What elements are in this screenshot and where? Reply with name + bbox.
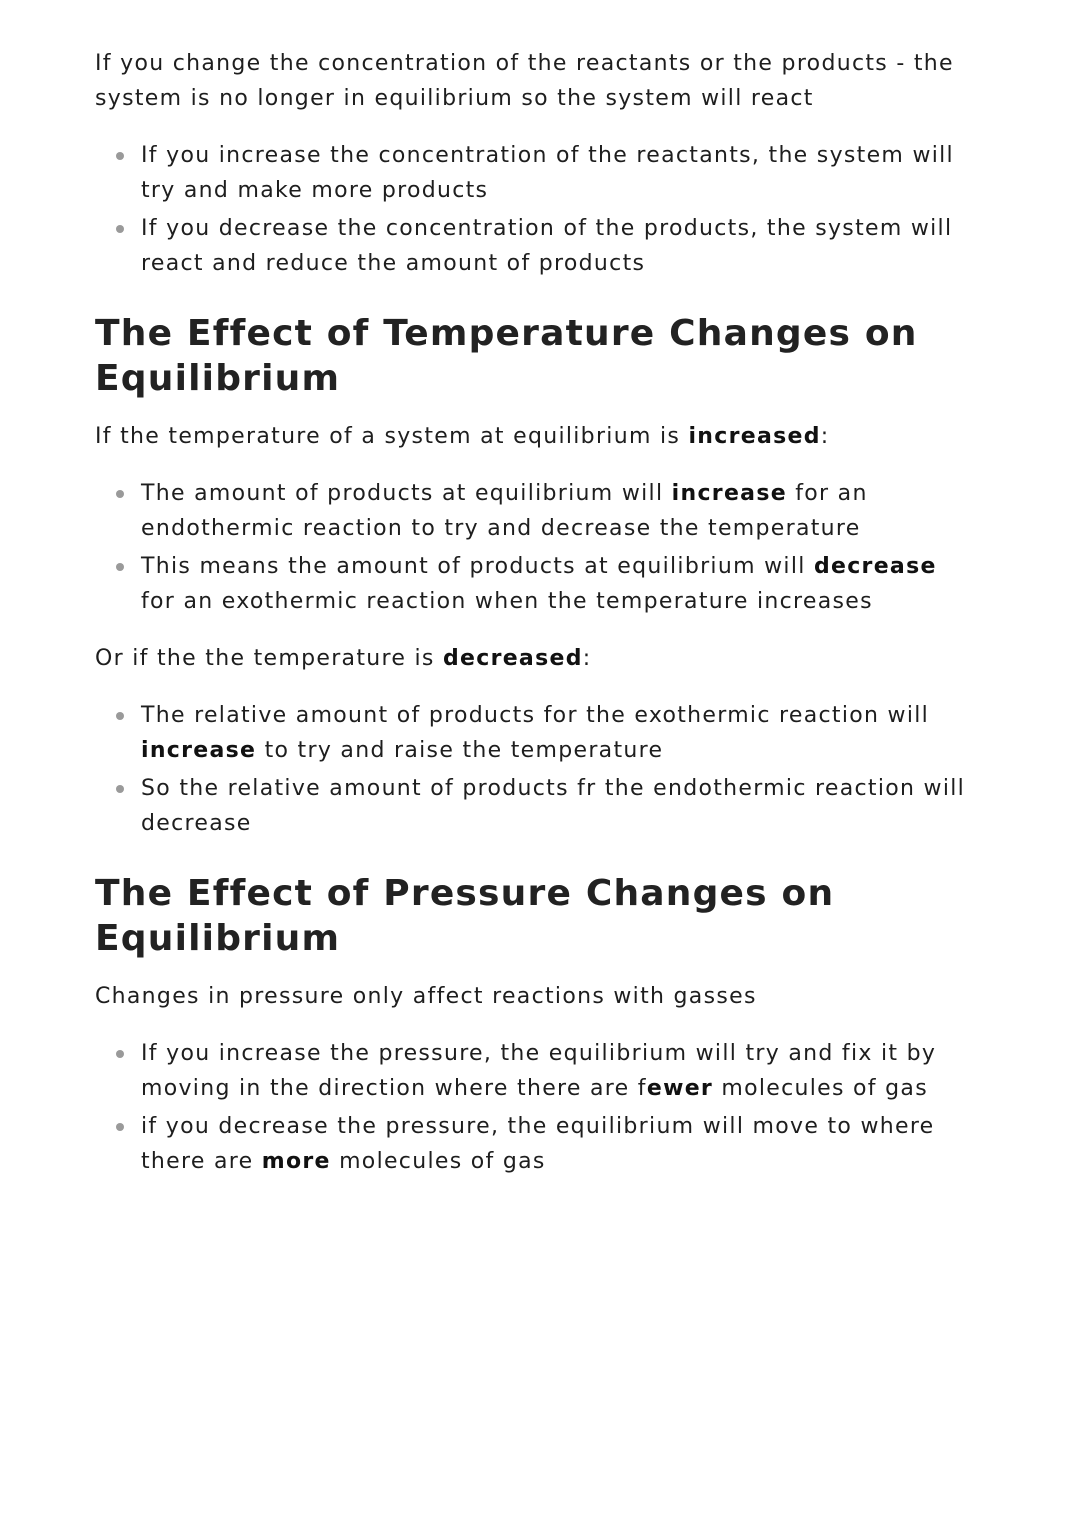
bullet-icon — [116, 1050, 124, 1058]
concentration-list — [95, 138, 975, 281]
text-span: for an endothermic reaction to try and decrease the temperature — [141, 481, 868, 541]
bullet-icon — [116, 490, 124, 498]
text-span: If you increase the pressure, the equilibrium will try and fix it by moving in the direction where there are f — [141, 1041, 937, 1101]
temperature-increased-intro — [95, 419, 975, 454]
text-span: If the temperature of a system at equilibrium is — [95, 424, 689, 449]
list-item — [95, 771, 975, 841]
list-item — [95, 211, 975, 281]
text-span: This means the amount of products at equilibrium will — [141, 554, 814, 579]
text-span: molecules of gas — [713, 1076, 928, 1101]
temperature-heading: The Effect of Temperature Changes on Equilibrium — [95, 313, 918, 399]
text-span: Or if the the temperature is — [95, 646, 443, 671]
bullet-icon — [116, 785, 124, 793]
list-item — [95, 549, 975, 619]
bold-term: increase — [671, 481, 787, 506]
list-item — [95, 1109, 975, 1179]
bold-term: decreased — [442, 646, 583, 671]
text-span: for an exothermic reaction when the temperature increases — [141, 589, 873, 614]
temperature-increased-list — [95, 476, 975, 619]
temperature-decreased-intro — [95, 641, 975, 676]
bold-term: more — [261, 1149, 331, 1174]
text-span: : — [820, 424, 830, 449]
text-span: if you decrease the pressure, the equilibrium will move to where there are — [141, 1114, 935, 1174]
bold-term: increase — [141, 738, 257, 763]
text-span: So the relative amount of products fr the endothermic reaction will decrease — [141, 776, 966, 836]
bullet-icon — [116, 563, 124, 571]
bullet-icon — [116, 152, 124, 160]
pressure-heading: The Effect of Pressure Changes on Equilibrium — [95, 873, 835, 959]
pressure-list — [95, 1036, 975, 1179]
text-span: The relative amount of products for the exothermic reaction will — [141, 703, 930, 728]
bullet-icon — [116, 225, 124, 233]
list-item — [95, 1036, 975, 1106]
pressure-paragraph: Changes in pressure only affect reactions with gasses — [95, 984, 757, 1009]
intro-paragraph: If you change the concentration of the reactants or the products - the system is no longer in equilibrium so the system will react — [95, 51, 954, 111]
temperature-decreased-list — [95, 698, 975, 841]
list-item-text: If you increase the concentration of the reactants, the system will try and make more products — [141, 143, 954, 203]
text-span: to try and raise the temperature — [256, 738, 664, 763]
list-item — [95, 138, 975, 208]
text-span: molecules of gas — [330, 1149, 546, 1174]
list-item — [95, 698, 975, 768]
bold-term: ewer — [646, 1076, 714, 1101]
bullet-icon — [116, 712, 124, 720]
bullet-icon — [116, 1123, 124, 1131]
text-span: The amount of products at equilibrium will — [141, 481, 672, 506]
bold-term: decrease — [813, 554, 937, 579]
list-item-text: If you decrease the concentration of the products, the system will react and reduce the amount of products — [141, 216, 953, 276]
list-item — [95, 476, 975, 546]
bold-term: increased — [688, 424, 821, 449]
text-span: : — [582, 646, 592, 671]
